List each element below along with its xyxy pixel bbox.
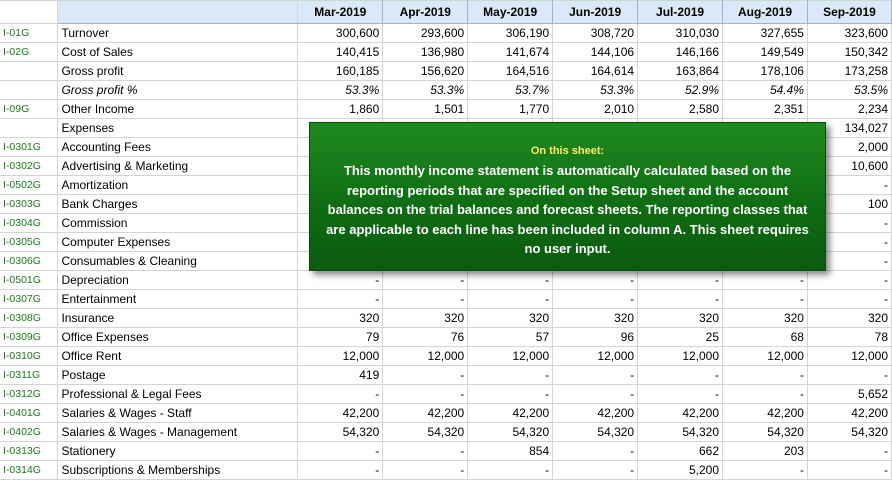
value-cell[interactable]: 140,415 <box>298 43 383 62</box>
value-cell[interactable]: - <box>723 385 808 404</box>
account-label-cell[interactable]: Insurance <box>58 309 298 328</box>
value-cell[interactable]: 54,320 <box>468 423 553 442</box>
value-cell[interactable]: 320 <box>468 309 553 328</box>
value-cell[interactable]: 12,000 <box>468 347 553 366</box>
value-cell[interactable]: 308,720 <box>553 24 638 43</box>
value-cell[interactable]: 96 <box>553 328 638 347</box>
value-cell[interactable]: 2,580 <box>638 100 723 119</box>
account-label-cell[interactable]: Postage <box>58 366 298 385</box>
value-cell[interactable]: - <box>468 461 553 480</box>
class-code-cell[interactable]: I-0312G <box>0 385 58 404</box>
value-cell[interactable]: - <box>298 271 383 290</box>
account-label-cell[interactable]: Cost of Sales <box>58 43 298 62</box>
class-code-cell[interactable]: I-0311G <box>0 366 58 385</box>
value-cell[interactable]: 54,320 <box>723 423 808 442</box>
value-cell[interactable]: 53.3% <box>383 81 468 100</box>
value-cell[interactable]: 306,190 <box>468 24 553 43</box>
value-cell[interactable]: 854 <box>468 442 553 461</box>
value-cell[interactable]: 54,320 <box>383 423 468 442</box>
value-cell[interactable]: - <box>553 442 638 461</box>
account-label-cell[interactable]: Amortization <box>58 176 298 195</box>
value-cell[interactable]: 320 <box>723 309 808 328</box>
value-cell[interactable]: 2,000 <box>807 138 891 157</box>
value-cell[interactable]: 5,652 <box>807 385 891 404</box>
value-cell[interactable]: 320 <box>807 309 891 328</box>
account-label-cell[interactable]: Advertising & Marketing <box>58 157 298 176</box>
value-cell[interactable]: 25 <box>638 328 723 347</box>
value-cell[interactable]: - <box>383 461 468 480</box>
value-cell[interactable]: 42,200 <box>807 404 891 423</box>
month-header[interactable]: Jul-2019 <box>638 1 723 24</box>
account-label-cell[interactable]: Professional & Legal Fees <box>58 385 298 404</box>
note-body: This monthly income statement is automatically calculated based on the reporting periods that are specified on the Setup sheet and the account balances on the trial balances and forecast sheets. The reporting classes that are applicable to each line has been included in column A. This sheet requires no user input. <box>326 163 809 256</box>
value-cell[interactable]: 68 <box>723 328 808 347</box>
value-cell[interactable]: - <box>553 461 638 480</box>
account-label-cell[interactable]: Stationery <box>58 442 298 461</box>
table-row <box>0 81 892 100</box>
value-cell[interactable]: 54,320 <box>298 423 383 442</box>
value-cell[interactable]: - <box>468 271 553 290</box>
value-cell[interactable]: - <box>723 366 808 385</box>
class-code-cell[interactable] <box>0 62 58 81</box>
value-cell[interactable]: 173,258 <box>807 62 891 81</box>
class-code-cell[interactable]: I-0501G <box>0 271 58 290</box>
value-cell[interactable]: 76 <box>383 328 468 347</box>
value-cell[interactable]: 52.9% <box>638 81 723 100</box>
value-cell[interactable]: - <box>553 385 638 404</box>
value-cell[interactable]: - <box>807 233 891 252</box>
value-cell[interactable]: 150,342 <box>807 43 891 62</box>
value-cell[interactable]: 57 <box>468 328 553 347</box>
value-cell[interactable]: 300,600 <box>298 24 383 43</box>
value-cell[interactable]: 100 <box>807 195 891 214</box>
value-cell[interactable]: 662 <box>638 442 723 461</box>
value-cell[interactable]: - <box>383 366 468 385</box>
account-label-cell[interactable]: Accounting Fees <box>58 138 298 157</box>
value-cell[interactable]: 160,185 <box>298 62 383 81</box>
account-label-cell[interactable]: Office Rent <box>58 347 298 366</box>
value-cell[interactable]: 1,860 <box>298 100 383 119</box>
account-label-cell[interactable]: Gross profit <box>58 62 298 81</box>
value-cell[interactable]: - <box>723 271 808 290</box>
sheet-info-note <box>309 122 826 271</box>
value-cell[interactable]: 42,200 <box>638 404 723 423</box>
header-code-cell[interactable] <box>0 1 58 24</box>
value-cell[interactable]: - <box>807 461 891 480</box>
month-header[interactable]: Sep-2019 <box>807 1 891 24</box>
header-label-cell[interactable] <box>58 1 298 24</box>
value-cell[interactable]: - <box>553 366 638 385</box>
value-cell[interactable]: - <box>638 385 723 404</box>
value-cell[interactable]: 163,864 <box>638 62 723 81</box>
value-cell[interactable]: - <box>807 214 891 233</box>
value-cell[interactable]: 54,320 <box>638 423 723 442</box>
value-cell[interactable]: - <box>383 442 468 461</box>
value-cell[interactable]: 78 <box>807 328 891 347</box>
value-cell[interactable]: - <box>723 290 808 309</box>
class-code-cell[interactable]: I-0309G <box>0 328 58 347</box>
month-header[interactable]: Jun-2019 <box>553 1 638 24</box>
value-cell[interactable]: - <box>807 442 891 461</box>
month-header[interactable]: Apr-2019 <box>383 1 468 24</box>
account-label-cell[interactable]: Other Income <box>58 100 298 119</box>
value-cell[interactable]: 141,674 <box>468 43 553 62</box>
value-cell[interactable]: 54,320 <box>807 423 891 442</box>
value-cell[interactable]: 12,000 <box>638 347 723 366</box>
value-cell[interactable]: 320 <box>298 309 383 328</box>
account-label-cell[interactable]: Depreciation <box>58 271 298 290</box>
value-cell[interactable]: - <box>468 385 553 404</box>
value-cell[interactable]: 12,000 <box>553 347 638 366</box>
value-cell[interactable]: 149,549 <box>723 43 808 62</box>
account-label-cell[interactable]: Salaries & Wages - Management <box>58 423 298 442</box>
table-row <box>0 328 892 347</box>
table-row <box>0 461 892 480</box>
value-cell[interactable]: - <box>468 366 553 385</box>
value-cell[interactable]: - <box>723 461 808 480</box>
value-cell[interactable]: 10,600 <box>807 157 891 176</box>
class-code-cell[interactable]: I-0302G <box>0 157 58 176</box>
class-code-cell[interactable]: I-0305G <box>0 233 58 252</box>
value-cell[interactable]: 12,000 <box>298 347 383 366</box>
class-code-cell[interactable]: I-0308G <box>0 309 58 328</box>
value-cell[interactable]: 53.3% <box>298 81 383 100</box>
value-cell[interactable]: 12,000 <box>807 347 891 366</box>
value-cell[interactable]: 79 <box>298 328 383 347</box>
class-code-cell[interactable] <box>0 81 58 100</box>
value-cell[interactable]: 320 <box>638 309 723 328</box>
value-cell[interactable]: 2,234 <box>807 100 891 119</box>
account-label-cell[interactable]: Turnover <box>58 24 298 43</box>
value-cell[interactable]: 42,200 <box>383 404 468 423</box>
table-row <box>0 62 892 81</box>
value-cell[interactable]: 2,351 <box>723 100 808 119</box>
class-code-cell[interactable]: I-0303G <box>0 195 58 214</box>
value-cell[interactable]: 178,106 <box>723 62 808 81</box>
value-cell[interactable]: - <box>298 385 383 404</box>
account-label-cell[interactable]: Computer Expenses <box>58 233 298 252</box>
account-label-cell[interactable]: Bank Charges <box>58 195 298 214</box>
account-label-cell[interactable]: Office Expenses <box>58 328 298 347</box>
month-header[interactable]: Mar-2019 <box>298 1 383 24</box>
value-cell[interactable]: 53.7% <box>468 81 553 100</box>
account-label-cell[interactable]: Expenses <box>58 119 298 138</box>
value-cell[interactable]: 156,620 <box>383 62 468 81</box>
value-cell[interactable]: 164,516 <box>468 62 553 81</box>
month-header[interactable]: May-2019 <box>468 1 553 24</box>
value-cell[interactable]: - <box>383 271 468 290</box>
value-cell[interactable]: - <box>468 290 553 309</box>
value-cell[interactable]: 12,000 <box>383 347 468 366</box>
value-cell[interactable]: 327,655 <box>723 24 808 43</box>
value-cell[interactable]: 42,200 <box>468 404 553 423</box>
value-cell[interactable]: - <box>553 290 638 309</box>
value-cell[interactable]: 12,000 <box>723 347 808 366</box>
value-cell[interactable]: 320 <box>553 309 638 328</box>
value-cell[interactable]: 310,030 <box>638 24 723 43</box>
table-row <box>0 43 892 62</box>
value-cell[interactable]: - <box>638 290 723 309</box>
value-cell[interactable]: - <box>638 271 723 290</box>
value-cell[interactable]: - <box>807 366 891 385</box>
value-cell[interactable]: - <box>298 461 383 480</box>
class-code-cell[interactable]: I-0502G <box>0 176 58 195</box>
value-cell[interactable]: 1,770 <box>468 100 553 119</box>
value-cell[interactable]: - <box>807 176 891 195</box>
account-label-cell[interactable]: Consumables & Cleaning <box>58 252 298 271</box>
value-cell[interactable]: - <box>638 366 723 385</box>
value-cell[interactable]: - <box>553 271 638 290</box>
class-code-cell[interactable]: I-0401G <box>0 404 58 423</box>
class-code-cell[interactable]: I-09G <box>0 100 58 119</box>
account-label-cell[interactable]: Salaries & Wages - Staff <box>58 404 298 423</box>
table-row <box>0 366 892 385</box>
value-cell[interactable]: 54,320 <box>553 423 638 442</box>
class-code-cell[interactable]: I-0307G <box>0 290 58 309</box>
value-cell[interactable]: - <box>383 385 468 404</box>
table-row <box>0 309 892 328</box>
header-row <box>0 1 892 24</box>
class-code-cell[interactable]: I-0310G <box>0 347 58 366</box>
class-code-cell[interactable]: I-0304G <box>0 214 58 233</box>
value-cell[interactable]: 42,200 <box>298 404 383 423</box>
account-label-cell[interactable]: Entertainment <box>58 290 298 309</box>
value-cell[interactable]: - <box>298 442 383 461</box>
value-cell[interactable]: 203 <box>723 442 808 461</box>
note-title: On this sheet: <box>530 145 605 157</box>
value-cell[interactable]: 134,027 <box>807 119 891 138</box>
table-row <box>0 347 892 366</box>
class-code-cell[interactable]: I-0306G <box>0 252 58 271</box>
account-label-cell[interactable]: Gross profit % <box>58 81 298 100</box>
table-row <box>0 24 892 43</box>
table-row <box>0 290 892 309</box>
value-cell[interactable]: 5,200 <box>638 461 723 480</box>
table-row <box>0 404 892 423</box>
value-cell[interactable]: 136,980 <box>383 43 468 62</box>
class-code-cell[interactable]: I-02G <box>0 43 58 62</box>
value-cell[interactable]: 1,501 <box>383 100 468 119</box>
value-cell[interactable]: 2,010 <box>553 100 638 119</box>
value-cell[interactable]: 53.3% <box>553 81 638 100</box>
value-cell[interactable]: 320 <box>383 309 468 328</box>
value-cell[interactable]: 54.4% <box>723 81 808 100</box>
value-cell[interactable]: 42,200 <box>723 404 808 423</box>
value-cell[interactable]: - <box>807 290 891 309</box>
value-cell[interactable]: - <box>383 290 468 309</box>
table-row <box>0 423 892 442</box>
class-code-cell[interactable]: I-0313G <box>0 442 58 461</box>
value-cell[interactable]: - <box>807 252 891 271</box>
account-label-cell[interactable]: Subscriptions & Memberships <box>58 461 298 480</box>
class-code-cell[interactable]: I-0301G <box>0 138 58 157</box>
class-code-cell[interactable]: I-0314G <box>0 461 58 480</box>
value-cell[interactable]: 323,600 <box>807 24 891 43</box>
class-code-cell[interactable]: I-0402G <box>0 423 58 442</box>
table-row <box>0 271 892 290</box>
value-cell[interactable]: 144,106 <box>553 43 638 62</box>
value-cell[interactable]: 42,200 <box>553 404 638 423</box>
value-cell[interactable]: 53.5% <box>807 81 891 100</box>
value-cell[interactable]: 293,600 <box>383 24 468 43</box>
table-row <box>0 100 892 119</box>
value-cell[interactable]: 146,166 <box>638 43 723 62</box>
class-code-cell[interactable]: I-01G <box>0 24 58 43</box>
month-header[interactable]: Aug-2019 <box>723 1 808 24</box>
account-label-cell[interactable]: Commission <box>58 214 298 233</box>
value-cell[interactable]: 164,614 <box>553 62 638 81</box>
value-cell[interactable]: 419 <box>298 366 383 385</box>
value-cell[interactable]: - <box>807 271 891 290</box>
class-code-cell[interactable] <box>0 119 58 138</box>
table-row <box>0 385 892 404</box>
value-cell[interactable]: - <box>298 290 383 309</box>
table-row <box>0 442 892 461</box>
